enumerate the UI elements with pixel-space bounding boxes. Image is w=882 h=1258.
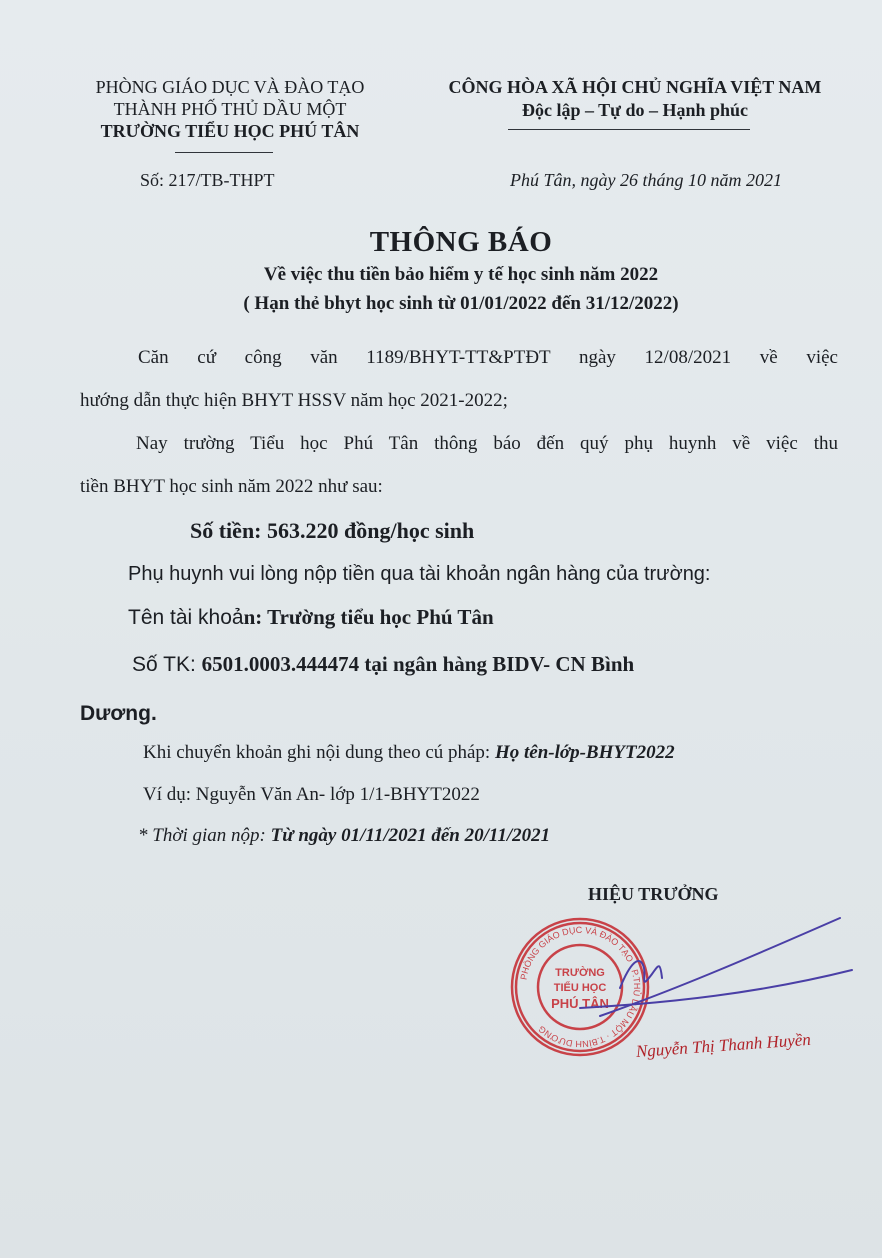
paragraph-2-line-1: Nay trường Tiểu học Phú Tân thông báo đến quý phụ huynh về việc thu (136, 433, 838, 454)
document-subtitle: Về việc thu tiền bảo hiểm y tế học sinh năm 2022 (263, 264, 659, 285)
account-name (128, 605, 494, 630)
issuing-authority (60, 76, 400, 142)
transfer-example: Ví dụ: Nguyễn Văn An- lớp 1/1-BHYT2022 (143, 784, 480, 805)
account-name-value: n: Trường tiểu học Phú Tân (243, 605, 494, 629)
transfer-syntax (143, 742, 675, 764)
fee-amount: Số tiền: 563.220 đồng/học sinh (190, 518, 475, 543)
paragraph-2-line-2: tiền BHYT học sinh năm 2022 như sau: (80, 476, 383, 497)
account-bank-branch-cont: Dương. (80, 702, 157, 725)
svg-text:PHÚ TÂN: PHÚ TÂN (551, 996, 609, 1011)
header-right-underline (508, 129, 750, 130)
svg-text:TRƯỜNG: TRƯỜNG (555, 967, 605, 979)
deadline-value: Từ ngày 01/11/2021 đến 20/11/2021 (270, 825, 551, 846)
paragraph-1-line-1: Căn cứ công văn 1189/BHYT-TT&PTĐT ngày 12/08/2021 về việc (138, 347, 838, 368)
country-name: CÔNG HÒA XÃ HỘI CHỦ NGHĨA VIỆT NAM (448, 77, 822, 97)
paragraph-1-line-2: hướng dẫn thực hiện BHYT HSSV năm học 2021-2022; (80, 390, 508, 411)
account-number (132, 652, 634, 677)
account-name-label: Tên tài khoả (128, 606, 244, 629)
deadline-label: * Thời gian nộp: (138, 825, 271, 846)
document-number: Số: 217/TB-THPT (140, 170, 275, 190)
transfer-syntax-value: Họ tên-lớp-BHYT2022 (494, 742, 675, 763)
authority-line-2: THÀNH PHỐ THỦ DẦU MỘT (113, 99, 347, 119)
header-left-underline (175, 152, 273, 153)
document-subtitle-validity: ( Hạn thẻ bhyt học sinh từ 01/01/2022 đến 31/12/2022) (243, 293, 679, 314)
document-date: Phú Tân, ngày 26 tháng 10 năm 2021 (510, 170, 782, 190)
transfer-syntax-label: Khi chuyển khoản ghi nội dung theo cú pháp: (143, 742, 495, 763)
payment-instruction: Phụ huynh vui lòng nộp tiền qua tài khoản ngân hàng của trường: (128, 563, 711, 585)
account-number-label: Số TK: (132, 653, 202, 676)
stamp-outer-text: PHÒNG GIÁO DỤC VÀ ĐÀO TẠO · P.THỦ DẦU MỘT · T.BÌNH DƯƠNG (518, 924, 643, 1050)
authority-line-1: PHÒNG GIÁO DỤC VÀ ĐÀO TẠO (95, 77, 365, 97)
document-title: THÔNG BÁO (369, 226, 553, 258)
school-name: TRƯỜNG TIỂU HỌC PHÚ TÂN (100, 121, 360, 141)
account-number-value: 6501.0003.444474 tại ngân hàng BIDV- CN Bình (201, 652, 635, 676)
national-motto (420, 76, 850, 122)
motto: Độc lập – Tự do – Hạnh phúc (521, 100, 749, 120)
payment-deadline (138, 825, 550, 847)
signatory-name: Nguyễn Thị Thanh Huyền (635, 1029, 812, 1061)
handwritten-signature (560, 908, 860, 1018)
signatory-title: HIỆU TRƯỞNG (588, 884, 719, 904)
svg-text:TIỂU HỌC: TIỂU HỌC (553, 982, 607, 994)
